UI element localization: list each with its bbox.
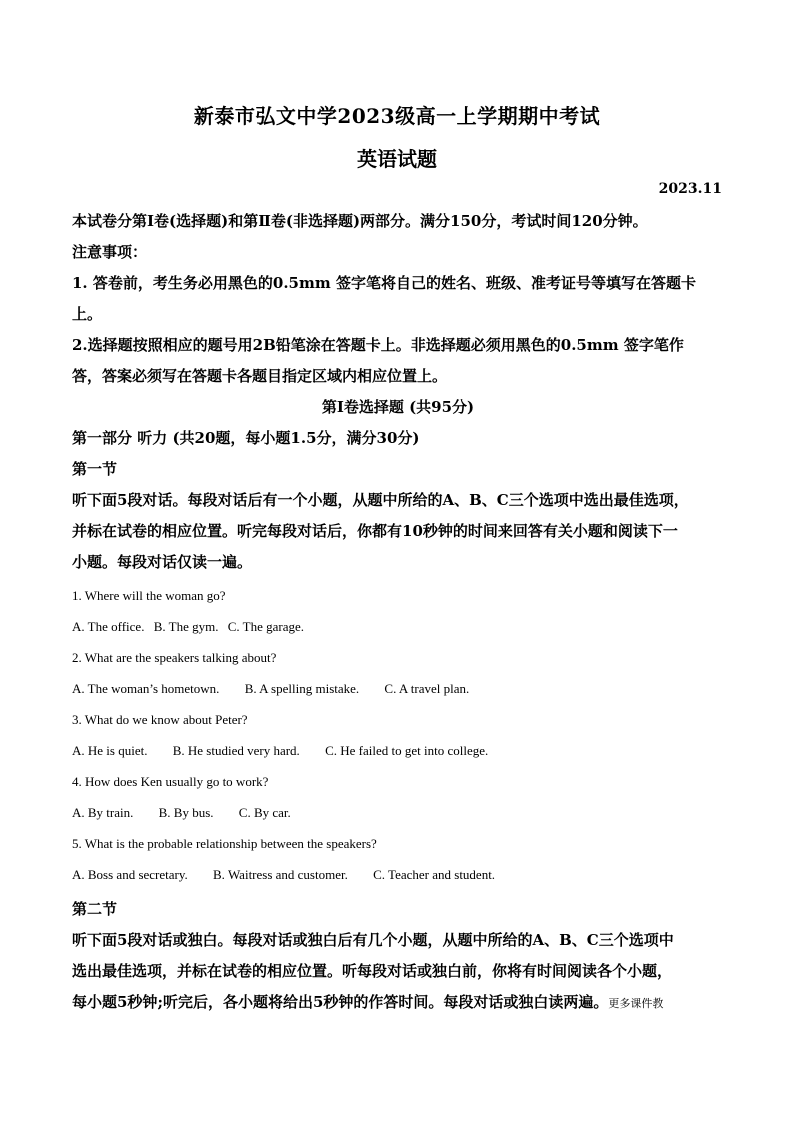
option-a: A. The office. <box>72 619 145 634</box>
question-2 <box>72 648 724 699</box>
exam-title: 新泰市弘文中学2023级高一上学期期中考试 <box>193 104 601 128</box>
exam-date: 2023.11 <box>658 181 722 197</box>
question-text: 5. What is the probable relationship between the speakers? <box>72 836 377 851</box>
question-4 <box>72 772 724 823</box>
option-a: A. He is quiet. <box>72 743 148 758</box>
question-text: 2. What are the speakers talking about? <box>72 650 277 665</box>
note-1-line-b: 上。 <box>72 305 103 323</box>
subsection-1-instruction-a: 听下面5段对话。每段对话后有一个小题，从题中所给的A、B、C三个选项中选出最佳选项， <box>72 491 689 509</box>
option-a: A. The woman’s hometown. <box>72 681 220 696</box>
intro-line: 本试卷分第Ⅰ卷(选择题)和第Ⅱ卷(非选择题)两部分。满分150分，考试时间120分钟。 <box>72 212 648 230</box>
option-c: C. He failed to get into college. <box>325 743 489 758</box>
note-2-line-b: 答，答案必须写在答题卡各题目指定区域内相应位置上。 <box>72 367 448 385</box>
question-5 <box>72 834 724 885</box>
question-text: 4. How does Ken usually go to work? <box>72 774 269 789</box>
note-2-line-a: 2.选择题按照相应的题号用2B铅笔涂在答题卡上。非选择题必须用黑色的0.5mm 签字笔作 <box>72 336 684 354</box>
option-b: B. The gym. <box>153 619 219 634</box>
option-c: C. Teacher and student. <box>373 867 496 882</box>
watermark-tail-text: 更多课件教 <box>608 997 664 1010</box>
intro-section <box>72 206 724 578</box>
subsection-1-title: 第一节 <box>72 460 118 478</box>
option-a: A. By train. <box>72 805 134 820</box>
question-3 <box>72 710 724 761</box>
notes-title: 注意事项： <box>72 243 148 261</box>
question-options <box>72 865 724 885</box>
option-b: B. He studied very hard. <box>172 743 300 758</box>
volume-title: 第Ⅰ卷选择题 (共95分) <box>321 398 475 416</box>
option-c: C. The garage. <box>227 619 305 634</box>
option-a: A. Boss and secretary. <box>72 867 188 882</box>
section-title: 第一部分 听力 (共20题，每小题1.5分，满分30分) <box>72 429 420 447</box>
subsection-1-instruction-c: 小题。每段对话仅读一遍。 <box>72 553 253 571</box>
option-c: C. A travel plan. <box>384 681 470 696</box>
option-c: C. By car. <box>238 805 291 820</box>
exam-subtitle: 英语试题 <box>357 147 437 171</box>
subsection-2-instruction-c-text: 每小题5秒钟;听完后，各小题将给出5秒钟的作答时间。每段对话或独白读两遍。 <box>72 993 609 1011</box>
note-1-line-a: 1. 答卷前，考生务必用黑色的0.5mm 签字笔将自己的姓名、班级、准考证号等填写在答题卡 <box>72 274 696 292</box>
question-options <box>72 741 724 761</box>
option-b: B. By bus. <box>158 805 214 820</box>
option-b: B. A spelling mistake. <box>244 681 360 696</box>
subsection-2 <box>72 894 724 1019</box>
question-text: 1. Where will the woman go? <box>72 588 226 603</box>
subsection-2-title: 第二节 <box>72 900 118 918</box>
question-options <box>72 617 724 637</box>
subsection-2-instruction-c <box>72 987 724 1019</box>
option-b: B. Waitress and customer. <box>213 867 348 882</box>
subsection-1-instruction-b: 并标在试卷的相应位置。听完每段对话后，你都有10秒钟的时间来回答有关小题和阅读下一 <box>72 522 678 540</box>
question-1 <box>72 586 724 637</box>
question-list <box>72 586 724 885</box>
question-options <box>72 803 724 823</box>
question-options <box>72 679 724 699</box>
question-text: 3. What do we know about Peter? <box>72 712 248 727</box>
subsection-2-instruction-b: 选出最佳选项，并标在试卷的相应位置。听每段对话或独白前，你将有时间阅读各个小题， <box>72 962 673 980</box>
subsection-2-instruction-a: 听下面5段对话或独白。每段对话或独白后有几个小题，从题中所给的A、B、C三个选项中 <box>72 931 674 949</box>
